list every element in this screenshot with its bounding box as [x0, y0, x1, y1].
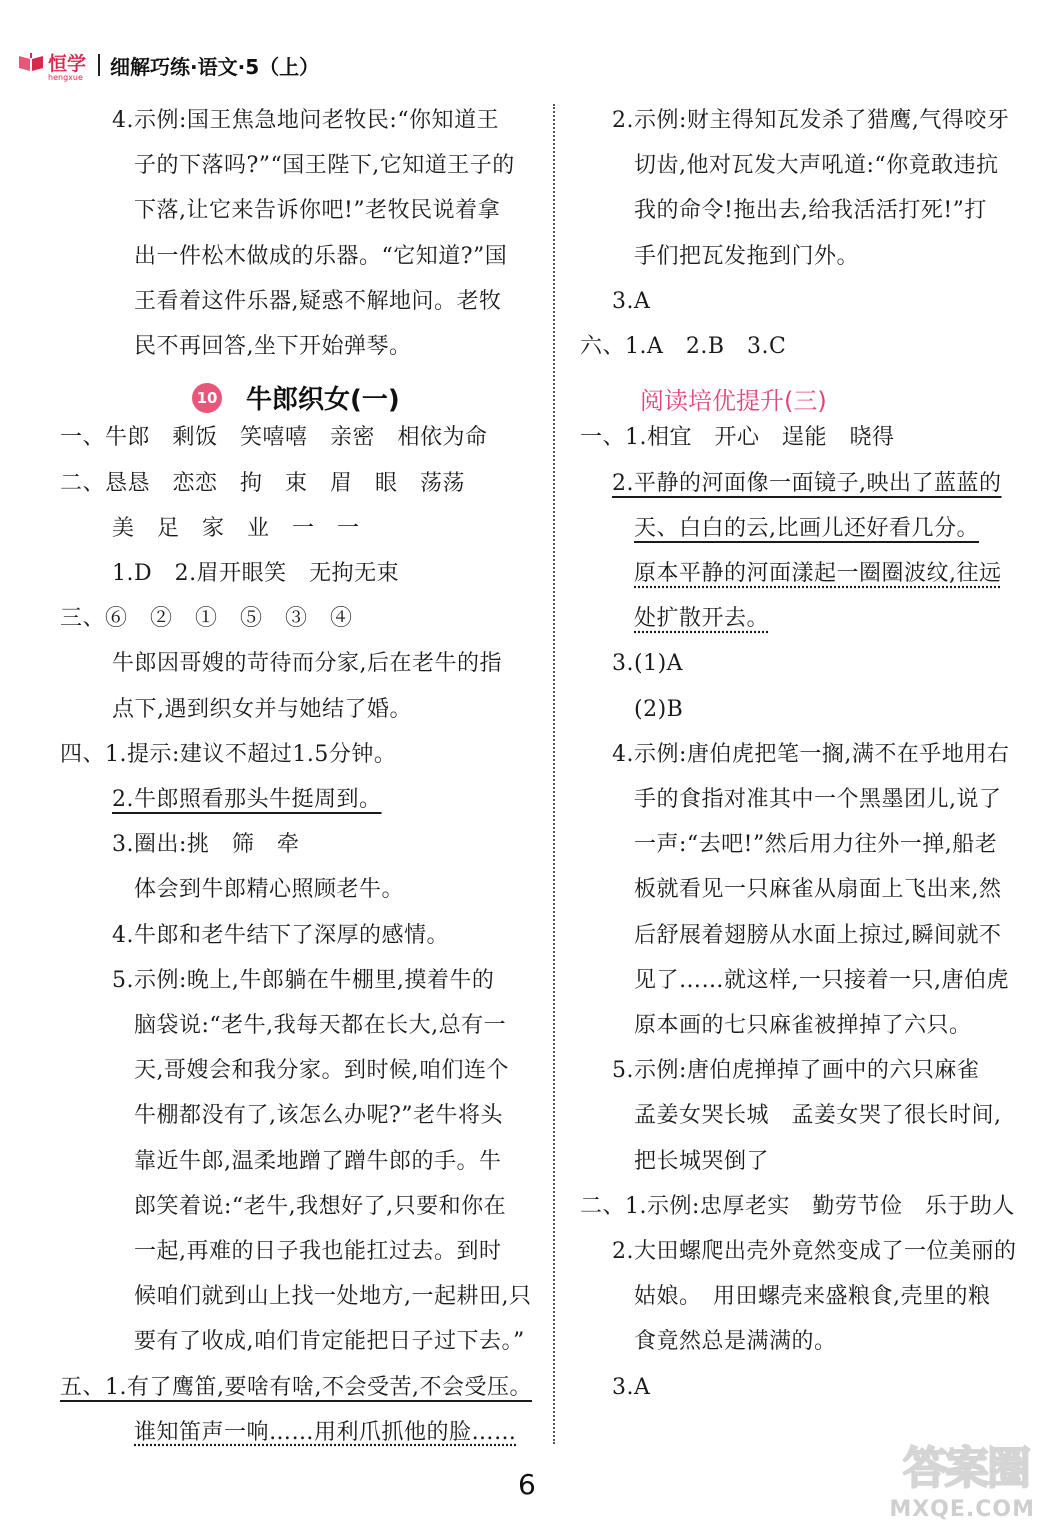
answer-line: 食竟然总是满满的。 [634, 1329, 837, 1355]
answer-line: 板就看见一只麻雀从扇面上飞出来,然 [634, 877, 1002, 903]
answer-line: 3.A [612, 288, 651, 314]
answer-line: 六、1.A 2.B 3.C [580, 334, 787, 359]
lesson-title [192, 379, 400, 416]
page-header [18, 48, 319, 82]
answer-line: 二、恳恳 恋恋 拘 束 眉 眼 荡荡 [60, 470, 466, 496]
answer-line: 谁知笛声一响……用利爪抓他的脸…… [134, 1419, 517, 1445]
watermark-logo: 答案圈 [903, 1443, 1029, 1494]
answer-line: 4.牛郎和老牛结下了深厚的感情。 [112, 922, 449, 948]
answer-line: 5.示例:晚上,牛郎躺在牛棚里,摸着牛的 [112, 967, 495, 993]
answer-line: 天,哥嫂会和我分家。到时候,咱们连个 [134, 1058, 509, 1084]
answer-line: 原本画的七只麻雀被掸掉了六只。 [634, 1013, 972, 1038]
answer-line: 见了……就这样,一只接着一只,唐伯虎 [634, 967, 1009, 993]
answer-line: 切齿,他对瓦发大声吼道:“你竟敢违抗 [634, 153, 999, 179]
answer-line: 2.大田螺爬出壳外竟然变成了一位美丽的 [612, 1239, 1017, 1264]
book-icon [18, 52, 44, 72]
answer-line: 一、1.相宜 开心 逞能 晓得 [580, 425, 895, 451]
answer-line: 2.示例:财主得知瓦发杀了猎鹰,气得咬牙 [612, 108, 1010, 133]
brand-name: 恒学 [48, 52, 87, 75]
brand-logo [18, 49, 86, 82]
answer-line: 出一件松木做成的乐器。“它知道?”国 [134, 243, 508, 269]
column-divider [553, 104, 555, 1444]
brand-name-en: hengxue [48, 72, 83, 82]
answer-line: 美 足 家 业 一 一 [112, 515, 360, 541]
answer-line: 下落,让它来告诉你吧!”老牧民说着拿 [134, 198, 501, 224]
answer-line: 3.圈出:挑 筛 牵 [112, 832, 300, 858]
header-divider [98, 54, 100, 76]
answer-line: 子的下落吗?”“国王陛下,它知道王子的 [134, 153, 515, 179]
answer-line: 天、白白的云,比画儿还好看几分。 [634, 515, 979, 541]
answer-line: 郎笑着说:“老牛,我想好了,只要和你在 [134, 1193, 507, 1219]
answer-line: 我的命令!拖出去,给我活活打死!”打 [634, 198, 987, 224]
answer-line: 候咱们就到山上找一处地方,一起耕田,只 [134, 1284, 532, 1310]
answer-line: 王看着这件乐器,疑惑不解地问。老牧 [134, 288, 502, 314]
reading-section-title: 阅读培优提升(三) [640, 387, 827, 416]
answer-line: 4.示例:国王焦急地问老牧民:“你知道王 [112, 108, 500, 133]
book-title: 细解巧练·语文·5（上） [110, 54, 320, 79]
answer-line: 一起,再难的日子我也能扛过去。到时 [134, 1239, 502, 1264]
answer-line: 一、牛郎 剩饭 笑嘻嘻 亲密 相依为命 [60, 425, 488, 451]
watermark-url: MXQE.COM [889, 1497, 1035, 1522]
watermark [885, 1442, 1035, 1522]
lesson-title-text: 牛郎织女(一) [246, 385, 400, 416]
answer-line: 体会到牛郎精心照顾老牛。 [134, 877, 405, 903]
answer-line: 3.A [612, 1374, 651, 1400]
answer-line: 姑娘。 用田螺壳来盛粮食,壳里的粮 [634, 1284, 991, 1310]
answer-line: (2)B [634, 696, 684, 722]
answer-line: 牛棚都没有了,该怎么办呢?”老牛将头 [134, 1103, 504, 1129]
answer-line: 5.示例:唐伯虎掸掉了画中的六只麻雀 [612, 1058, 980, 1084]
answer-line: 原本平静的河面漾起一圈圈波纹,往远 [634, 561, 1002, 586]
answer-line: 靠近牛郎,温柔地蹭了蹭牛郎的手。牛 [134, 1148, 502, 1174]
answer-line: 牛郎因哥嫂的苛待而分家,后在老牛的指 [112, 651, 502, 677]
answer-line: 要有了收成,咱们肯定能把日子过下去。” [134, 1329, 525, 1355]
answer-line: 手的食指对准其中一个黑墨团儿,说了 [634, 787, 1002, 812]
answer-line: 一声:“去吧!”然后用力往外一掸,船老 [634, 832, 998, 858]
answer-line: 手们把瓦发拖到门外。 [634, 243, 860, 269]
answer-line: 点下,遇到织女并与她结了婚。 [112, 696, 412, 722]
answer-line: 孟姜女哭长城 孟姜女哭了很长时间, [634, 1103, 1002, 1129]
answer-line: 3.(1)A [612, 651, 684, 677]
answer-line: 民不再回答,坐下开始弹琴。 [134, 334, 412, 359]
answer-line: 2.牛郎照看那头牛挺周到。 [112, 787, 382, 812]
answer-line: 二、1.示例:忠厚老实 勤劳节俭 乐于助人 [580, 1193, 1015, 1219]
answer-line: 脑袋说:“老牛,我每天都在长大,总有一 [134, 1013, 507, 1038]
answer-line: 1.D 2.眉开眼笑 无拘无束 [112, 561, 400, 586]
page-number: 6 [518, 1468, 536, 1501]
answer-line: 四、1.提示:建议不超过1.5分钟。 [60, 741, 397, 767]
answer-line: 五、1.有了鹰笛,要啥有啥,不会受苦,不会受压。 [60, 1374, 532, 1400]
answer-line: 三、⑥ ② ① ⑤ ③ ④ [60, 606, 353, 632]
answer-line: 4.示例:唐伯虎把笔一搁,满不在乎地用右 [612, 741, 1010, 767]
answer-line: 处扩散开去。 [634, 606, 770, 632]
answer-line: 2.平静的河面像一面镜子,映出了蓝蓝的 [612, 470, 1002, 496]
answer-line: 后舒展着翅膀从水面上掠过,瞬间就不 [634, 922, 1002, 948]
lesson-number-badge: 10 [192, 383, 222, 413]
answer-line: 把长城哭倒了 [634, 1148, 770, 1174]
